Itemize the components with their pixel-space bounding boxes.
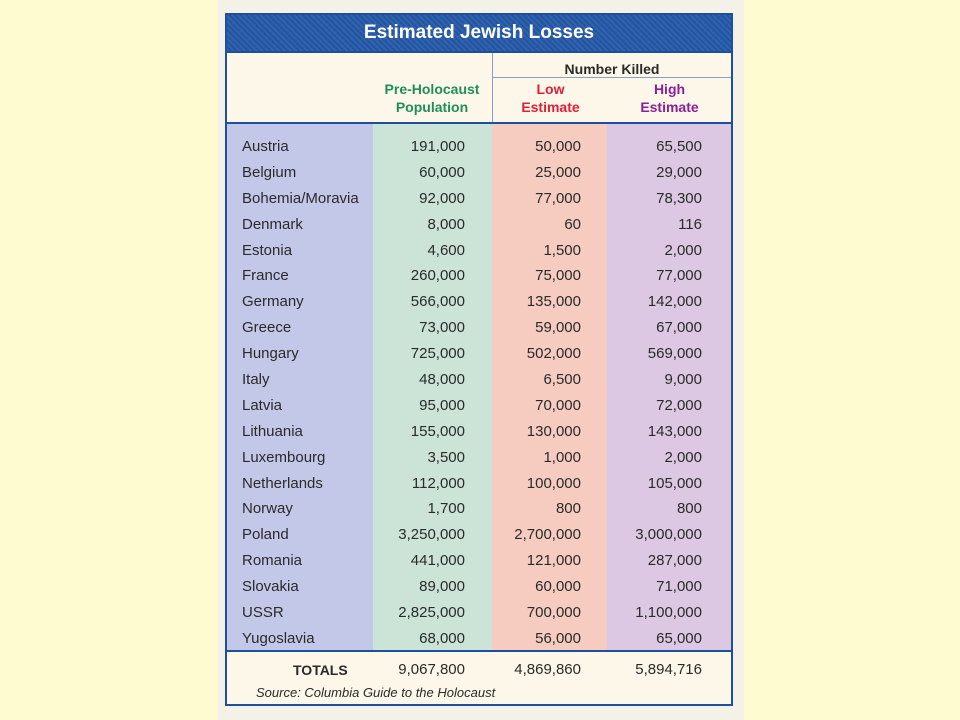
low-cell: 800 [555,500,581,518]
pre-cell: 89,000 [419,578,465,596]
country-cell: Yugoslavia [242,629,315,647]
low-cell: 60 [564,215,581,233]
table-row [227,135,731,161]
high-cell: 569,000 [647,345,702,363]
pre-cell: 441,000 [410,552,465,570]
table-rows [227,135,731,653]
low-cell: 130,000 [526,422,581,440]
header-pre-line1: Pre-Holocaust [384,81,480,97]
table-row [227,368,731,394]
country-cell: Bohemia/Moravia [242,189,359,207]
country-cell: Romania [242,552,303,570]
losses-table-card [225,13,733,706]
table-row [227,472,731,498]
high-cell: 1,100,000 [635,604,702,622]
low-cell: 6,500 [543,371,581,389]
pre-cell: 92,000 [419,189,465,207]
high-cell: 72,000 [656,396,702,414]
country-cell: Estonia [242,241,293,259]
country-cell: USSR [242,604,284,622]
pre-cell: 3,500 [427,448,465,466]
pre-cell: 1,700 [427,500,465,518]
low-cell: 60,000 [535,578,581,596]
high-cell: 800 [676,500,702,518]
header-high-estimate [608,80,731,116]
pre-cell: 48,000 [419,371,465,389]
pre-cell: 73,000 [419,319,465,337]
country-cell: Luxembourg [242,448,326,466]
table-row [227,239,731,265]
header-high-line1: High [653,81,686,97]
pre-cell: 191,000 [410,138,465,155]
low-cell: 135,000 [526,293,581,311]
pre-cell: 155,000 [410,422,465,440]
table-row [227,497,731,523]
low-cell: 56,000 [535,629,581,647]
table-row [227,264,731,290]
totals-high: 5,894,716 [635,661,702,678]
country-cell: France [242,267,289,285]
table-row [227,601,731,627]
country-cell: Norway [242,500,293,518]
country-cell: Hungary [242,345,299,363]
totals-pre: 9,067,800 [398,661,465,678]
country-cell: Netherlands [242,474,323,492]
header-high-line2: Estimate [640,99,699,115]
table-row [227,420,731,446]
high-cell: 77,000 [656,267,702,285]
table-row [227,187,731,213]
pre-cell: 566,000 [410,293,465,311]
table-row [227,627,731,653]
high-cell: 9,000 [664,371,702,389]
high-cell: 65,500 [656,138,702,155]
table-row [227,342,731,368]
country-cell: Latvia [242,396,283,414]
country-cell: Poland [242,526,289,544]
table-body [227,124,731,650]
table-row [227,523,731,549]
pre-cell: 60,000 [419,163,465,181]
country-cell: Belgium [242,163,297,181]
low-cell: 25,000 [535,163,581,181]
country-cell: Lithuania [242,422,303,440]
table-header [227,53,731,122]
header-number-killed: Number Killed [564,61,660,77]
high-cell: 65,000 [656,629,702,647]
high-cell: 29,000 [656,163,702,181]
table-row [227,446,731,472]
header-low-line1: Low [536,81,565,97]
table-title: Estimated Jewish Losses [227,15,731,53]
low-cell: 121,000 [526,552,581,570]
low-cell: 2,700,000 [514,526,581,544]
high-cell: 105,000 [647,474,702,492]
high-cell: 287,000 [647,552,702,570]
low-cell: 502,000 [526,345,581,363]
pre-cell: 8,000 [427,215,465,233]
header-low-line2: Estimate [521,99,580,115]
low-cell: 59,000 [535,319,581,337]
country-cell: Denmark [242,215,303,233]
low-cell: 700,000 [526,604,581,622]
country-cell: Austria [242,138,289,155]
low-cell: 100,000 [526,474,581,492]
high-cell: 2,000 [664,448,702,466]
pre-cell: 68,000 [419,629,465,647]
table-row [227,290,731,316]
table-footer [227,652,731,704]
table-row [227,213,731,239]
high-cell: 67,000 [656,319,702,337]
high-cell: 143,000 [647,422,702,440]
pre-cell: 725,000 [410,345,465,363]
header-pre-holocaust-population [369,80,495,116]
high-cell: 78,300 [656,189,702,207]
totals-low: 4,869,860 [514,661,581,678]
pre-cell: 260,000 [410,267,465,285]
table-row [227,161,731,187]
country-cell: Greece [242,319,292,337]
high-cell: 71,000 [656,578,702,596]
low-cell: 50,000 [535,138,581,155]
header-pre-line2: Population [395,99,469,115]
pre-cell: 2,825,000 [398,604,465,622]
totals-label: TOTALS [293,662,348,678]
table-row [227,549,731,575]
pre-cell: 3,250,000 [398,526,465,544]
header-low-estimate [493,80,608,116]
country-cell: Slovakia [242,578,299,596]
source-note: Source: Columbia Guide to the Holocaust [256,685,496,700]
table-row [227,575,731,601]
high-cell: 3,000,000 [635,526,702,544]
country-cell: Italy [242,371,270,389]
low-cell: 1,000 [543,448,581,466]
high-cell: 2,000 [664,241,702,259]
pre-cell: 112,000 [411,474,465,492]
low-cell: 70,000 [535,396,581,414]
table-row [227,394,731,420]
pre-cell: 95,000 [419,396,465,414]
low-cell: 1,500 [543,241,581,259]
high-cell: 142,000 [647,293,702,311]
low-cell: 77,000 [535,189,581,207]
low-cell: 75,000 [535,267,581,285]
pre-cell: 4,600 [427,241,465,259]
high-cell: 116 [678,215,702,233]
table-row [227,316,731,342]
country-cell: Germany [242,293,304,311]
